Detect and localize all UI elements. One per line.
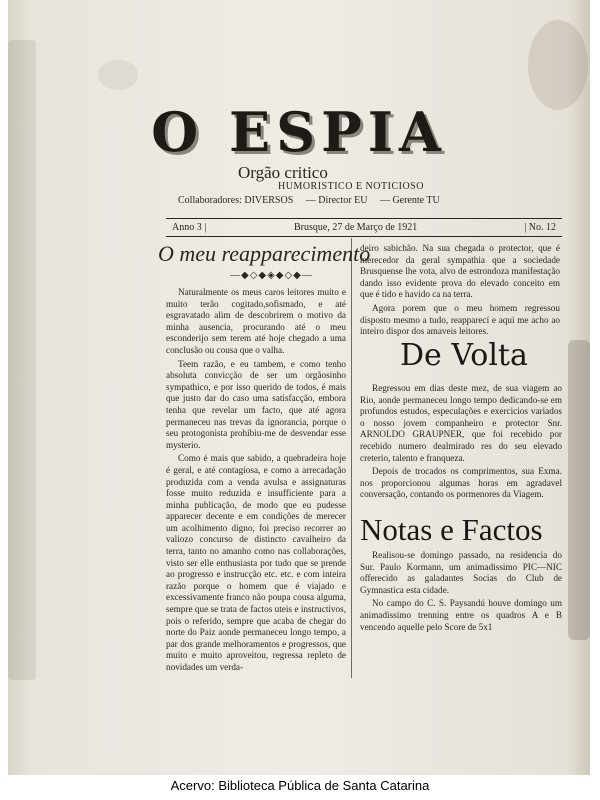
- masthead-subtitle-2: HUMORISTICO E NOTICIOSO: [278, 181, 424, 192]
- ornament-divider: —◆◇◆◈◆◇◆—: [230, 270, 313, 281]
- article2-body: [360, 383, 562, 503]
- stain-right-edge: [568, 340, 590, 640]
- column-divider: [351, 238, 352, 678]
- article1-paragraph: Como é mais que sabido, a quebradeira hoje é geral, e até contagiosa, e como a arrecadação produzida com a venda avulsa e assignaturas fosse muito reduzida e insufficiente para a minha publicação, de modo que eu pudesse apparecer decente e em condições de merecer um acolhimento digno, foi preciso recorrer ao valiozo concurso de distincto cavalheiro da terra, tanto no amanho como nas collaborações, visto ser elle enthusiasta por tudo que se prende ao progresso e instrucção etc. etc. e com inteira razão porque o homem que é viajado e excessivamente franco não poupa cousa alguma, sempre que se trata de factos uteis e instructivos, pois o referido, sempre que acaba de chegar do norte do Paiz aonde permaneceu longo tempo, a par dos grande melhoramentos e progressos, que muito e muito aproveitou, regressa repleto de novidades um verda-: [166, 453, 346, 672]
- article1-continuation: [360, 243, 560, 340]
- masthead-title: O ESPIA: [151, 100, 447, 164]
- stain-top-right: [528, 20, 588, 110]
- article2-paragraph: Depois de trocados os comprimentos, sua Exma. nos proporcionou algumas horas em agradavel conversação, contando os pormenores da Viagem.: [360, 466, 562, 500]
- dateline: [166, 222, 562, 236]
- masthead-subtitle: Orgão critico: [238, 163, 328, 182]
- manager-text: — Gerente TU: [379, 195, 440, 206]
- masthead-collaborators: [178, 195, 450, 206]
- article1-cont-paragraph: deiro sabichão. Na sua chegada o protector, que é merecedor da geral sympathia que a sociedade Brusquense lhe vota, alvo de estrondoza manifestação dando isso evidente prova do elevado conceito em que é tido e havido ca na terra.: [360, 243, 560, 300]
- archive-credit: Acervo: Biblioteca Pública de Santa Catarina: [170, 778, 430, 793]
- article1-end-paragraph: Agora porem que o meu homem regressou disposto mesmo a tudo, reapparecí e aqui me acho ao inteiro dispor dos amaveis leitores.: [360, 302, 560, 337]
- article2-headline: De Volta: [400, 338, 528, 373]
- article1-body: [166, 287, 346, 676]
- newspaper-page: [8, 0, 590, 775]
- dateline-top-rule: [166, 218, 562, 219]
- stain-top-left: [98, 60, 138, 90]
- article3-headline: Notas e Factos: [360, 512, 543, 547]
- dateline-bottom-rule: [166, 236, 562, 237]
- article3-body: [360, 550, 562, 635]
- collaborators-text: Collaboradores: DIVERSOS: [178, 195, 294, 206]
- article3-paragraph: No campo do C. S. Paysandú houve domingo um animadissimo trenning entre os quadros A e B vencendo aquelle pelo Score de 5x1: [360, 598, 562, 632]
- article3-paragraph: Realisou-se domingo passado, na residencia do Sur. Paulo Kormann, um animadissimo PIC—NIC offerecido as galadantes Socias do Club de Gymnastica esta cidade.: [360, 550, 562, 595]
- dateline-date: Brusque, 27 de Março de 1921: [294, 222, 418, 233]
- director-text: — Director EU: [305, 195, 368, 206]
- article1-headline: O meu reapparecimento: [158, 241, 371, 266]
- article1-paragraph: Teem razão, e eu tambem, e como tenho absoluta convicção de ser um orgãosinho sympathico, e por isso querido de todos, é mais que justo dar do caso uma satisfacção, embora tenha que revelar um facto, que até agora permaneceu nas trevas da ignorancia, porque o seu protogonista prohibiu-me de desvendar esse mysterio.: [166, 358, 346, 450]
- dateline-number: | No. 12: [524, 222, 556, 233]
- article1-paragraph: Naturalmente os meus caros leitores muito e muito terão cogitado,sofismado, e até esgravatado alim de descobrirem o motivo da minha ausencia, procurando até o meu esconderijo sem terem até hoje chegado a uma conclusão ou cousa que o valha.: [166, 287, 346, 355]
- dateline-year: Anno 3 |: [172, 222, 207, 233]
- article2-paragraph: Regressou em dias deste mez, de sua viagem ao Rio, aonde permaneceu longo tempo dedicando-se em profundos estudos, especulações e exercicios variados o nosso jovem companheiro e protector Snr. ARNOLDO GRAUPNER, que foi recebido por recebido numero dealmirado res do seu elevado creterio, talento e franqueza.: [360, 383, 562, 463]
